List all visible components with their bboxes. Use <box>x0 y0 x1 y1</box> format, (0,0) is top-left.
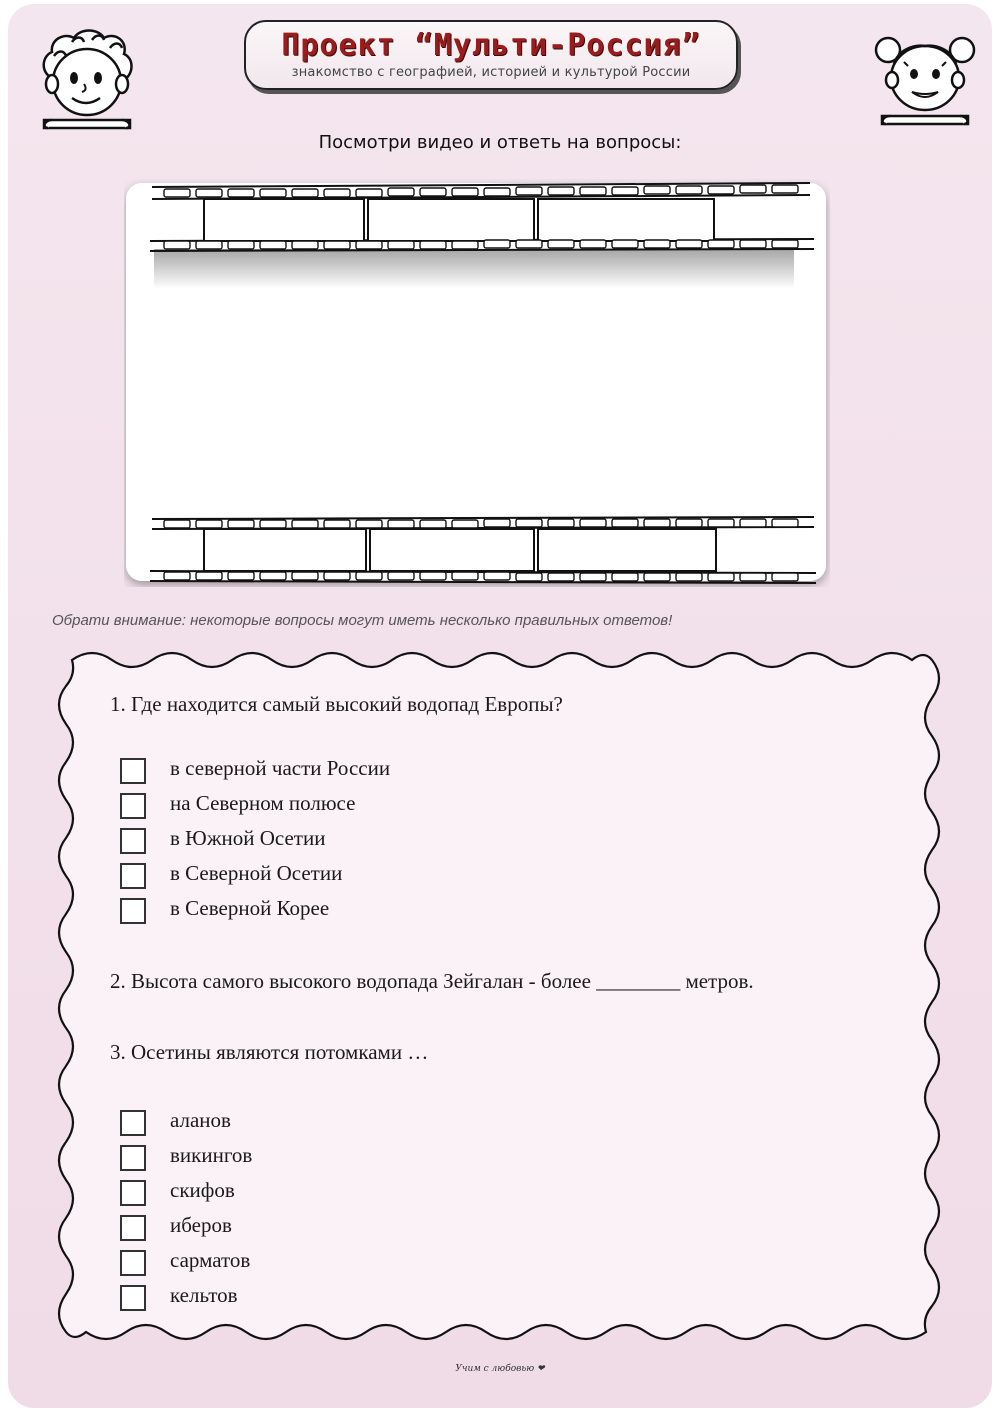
q3-checkbox-2[interactable] <box>120 1145 146 1171</box>
footer-signature: Учим с любовью ❤ <box>455 1364 545 1374</box>
q1-option-label-4: в Северной Осетии <box>170 861 343 885</box>
q1-option-label-3: в Южной Осетии <box>170 826 326 850</box>
question-1-text: 1. Где находится самый высокий водопад Европы? <box>110 692 563 716</box>
project-title: Проект “Мульти-Россия” <box>281 28 701 63</box>
attention-note: Обрати внимание: некоторые вопросы могут иметь несколько правильных ответов! <box>52 612 673 629</box>
instruction-text: Посмотри видео и ответь на вопросы: <box>318 132 682 153</box>
q3-option-label-5: сарматов <box>170 1248 251 1272</box>
q3-checkbox-6[interactable] <box>120 1285 146 1311</box>
q1-checkbox-4[interactable] <box>120 863 146 889</box>
q3-option-label-2: викингов <box>170 1143 253 1167</box>
q1-checkbox-1[interactable] <box>120 758 146 784</box>
q3-option-label-6: кельтов <box>170 1283 238 1307</box>
worksheet-page <box>8 4 992 1408</box>
project-subtitle: знакомство с географией, историей и культурой России <box>291 65 691 80</box>
girl-cartoon-icon <box>870 28 980 126</box>
question-3-text: 3. Осетины являются потомками … <box>110 1040 429 1064</box>
q1-checkbox-2[interactable] <box>120 793 146 819</box>
q3-checkbox-4[interactable] <box>120 1215 146 1241</box>
q1-option-label-2: на Северном полюсе <box>170 791 356 815</box>
q1-option-label-1: в северной части России <box>170 756 391 780</box>
q1-option-label-5: в Северной Корее <box>170 896 330 920</box>
q3-checkbox-5[interactable] <box>120 1250 146 1276</box>
q1-checkbox-5[interactable] <box>120 898 146 924</box>
q3-checkbox-3[interactable] <box>120 1180 146 1206</box>
q1-checkbox-3[interactable] <box>120 828 146 854</box>
q3-checkbox-1[interactable] <box>120 1110 146 1136</box>
q3-option-label-1: аланов <box>170 1108 231 1132</box>
video-frame[interactable] <box>124 179 830 587</box>
title-banner <box>244 20 738 90</box>
question-2-text[interactable]: 2. Высота самого высокого водопада Зейгалан - более ________ метров. <box>110 969 754 993</box>
q3-option-label-3: скифов <box>170 1178 235 1202</box>
questions-frame <box>52 644 952 1350</box>
boy-cartoon-icon <box>32 26 142 130</box>
q3-option-label-4: иберов <box>170 1213 232 1237</box>
